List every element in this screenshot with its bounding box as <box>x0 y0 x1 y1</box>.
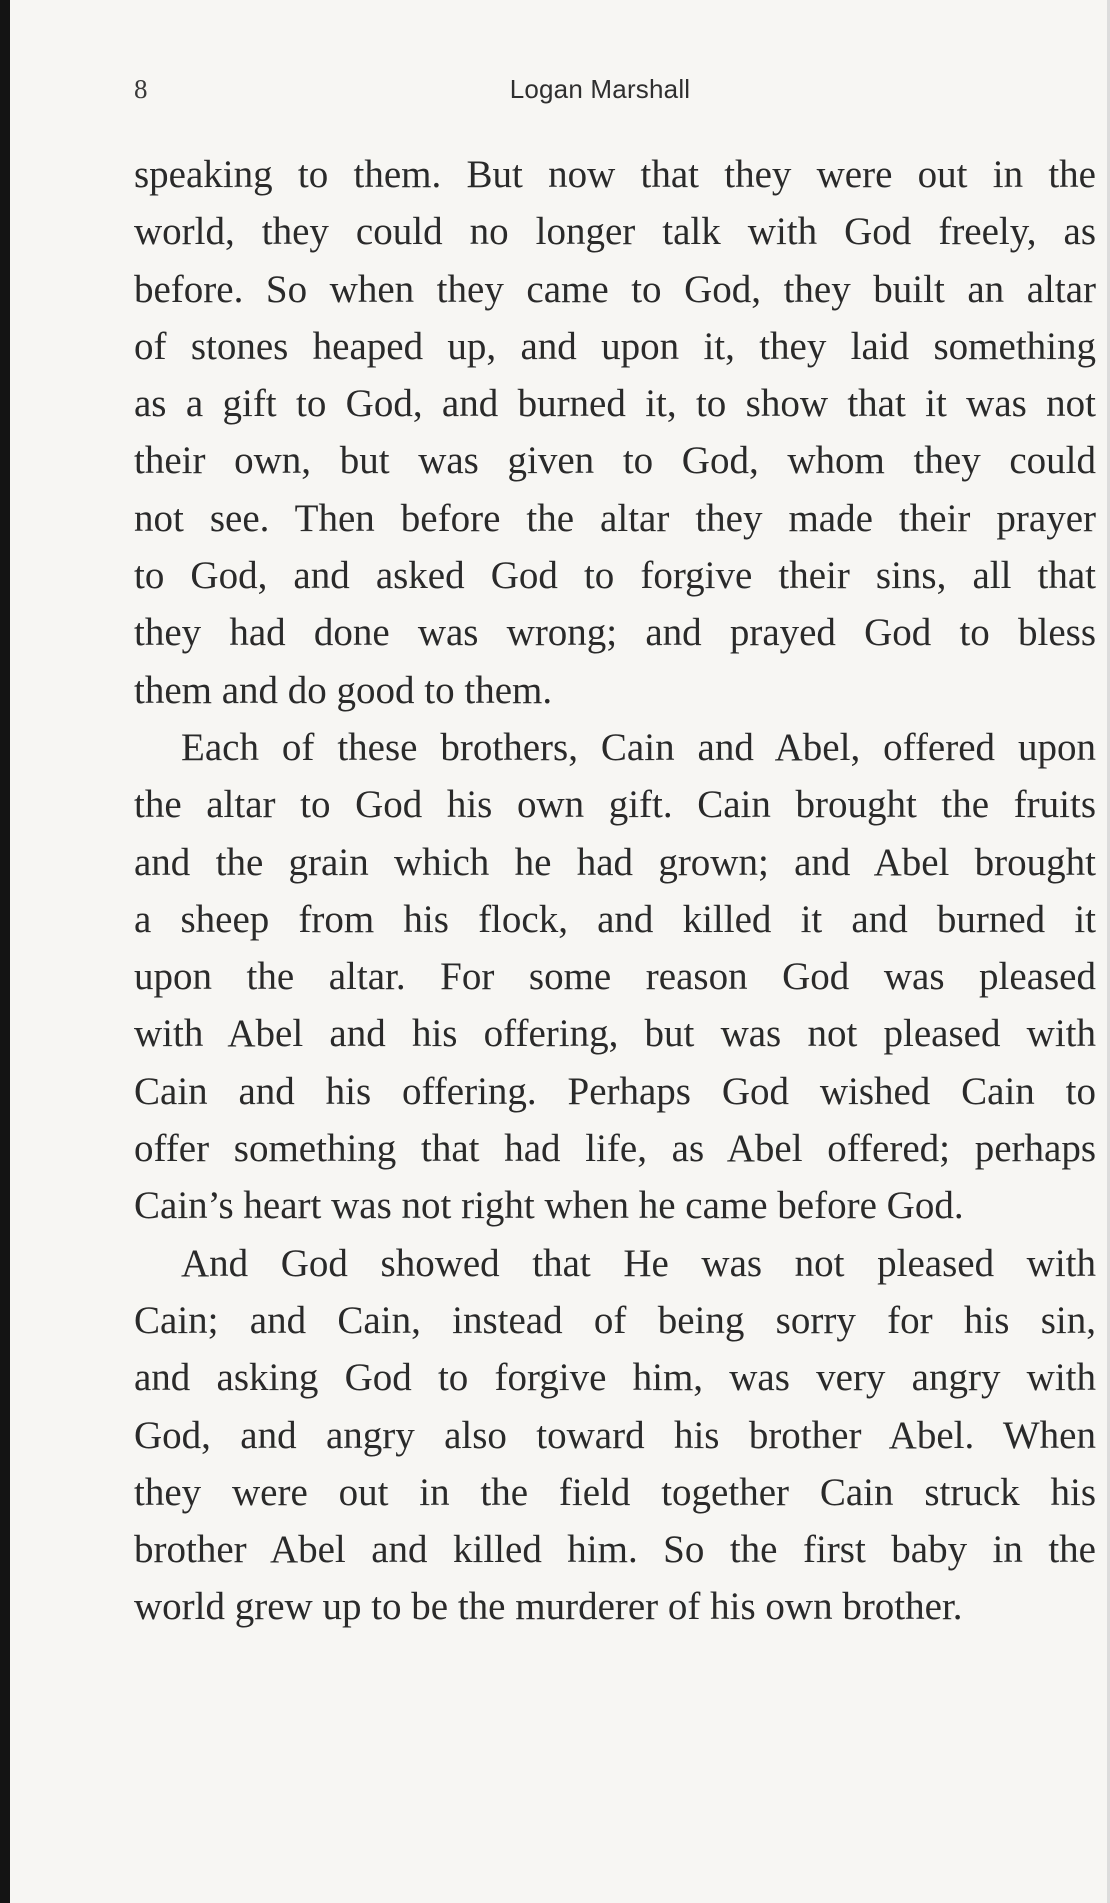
text-line: And God showed that He was not pleased with <box>181 1241 1096 1285</box>
text-line: world, they could no longer talk with God freely, as <box>134 210 1096 254</box>
text-line: of stones heaped up, and upon it, they laid something <box>134 324 1096 368</box>
running-head-author: Logan Marshall <box>509 74 691 104</box>
scan-edge-shadow <box>0 0 10 1903</box>
text-line: Cain; and Cain, instead of being sorry for his sin, <box>134 1298 1096 1342</box>
text-line: speaking to them. But now that they were out in the <box>134 153 1096 196</box>
text-line: to God, and asked God to forgive their sins, all that <box>134 554 1096 598</box>
text-line: Cain and his offering. Perhaps God wished Cain to <box>134 1069 1096 1113</box>
text-line: upon the altar. For some reason God was pleased <box>134 955 1096 999</box>
text-line: a sheep from his flock, and killed it and burned it <box>134 897 1096 941</box>
text-line: their own, but was given to God, whom they could <box>134 439 1096 483</box>
paragraph <box>134 146 1096 719</box>
text-line: offer something that had life, as Abel offered; perhaps <box>134 1127 1096 1171</box>
text-line: with Abel and his offering, but was not pleased with <box>134 1012 1096 1056</box>
text-line: them and do good to them. <box>134 668 553 712</box>
text-line: Each of these brothers, Cain and Abel, offered upon <box>181 725 1096 769</box>
text-line: brother Abel and killed him. So the first baby in the <box>134 1528 1096 1572</box>
text-line: the altar to God his own gift. Cain brought the fruits <box>134 783 1096 827</box>
text-line: as a gift to God, and burned it, to show that it was not <box>134 382 1096 426</box>
text-line: God, and angry also toward his brother Abel. When <box>134 1413 1096 1457</box>
text-line: Cain’s heart was not right when he came before God. <box>134 1184 964 1228</box>
text-line: they had done was wrong; and prayed God to bless <box>134 611 1096 655</box>
text-line: and the grain which he had grown; and Abel brought <box>134 840 1096 884</box>
text-line: and asking God to forgive him, was very angry with <box>134 1356 1096 1400</box>
page-number: 8 <box>134 74 148 104</box>
text-line: not see. Then before the altar they made their prayer <box>134 496 1096 540</box>
body-text <box>134 146 1096 1636</box>
text-line: before. So when they came to God, they built an altar <box>134 267 1096 311</box>
paragraph <box>134 719 1096 1235</box>
text-line: they were out in the field together Cain struck his <box>134 1470 1096 1514</box>
text-line: world grew up to be the murderer of his own brother. <box>134 1585 963 1629</box>
paragraph <box>134 1235 1096 1636</box>
